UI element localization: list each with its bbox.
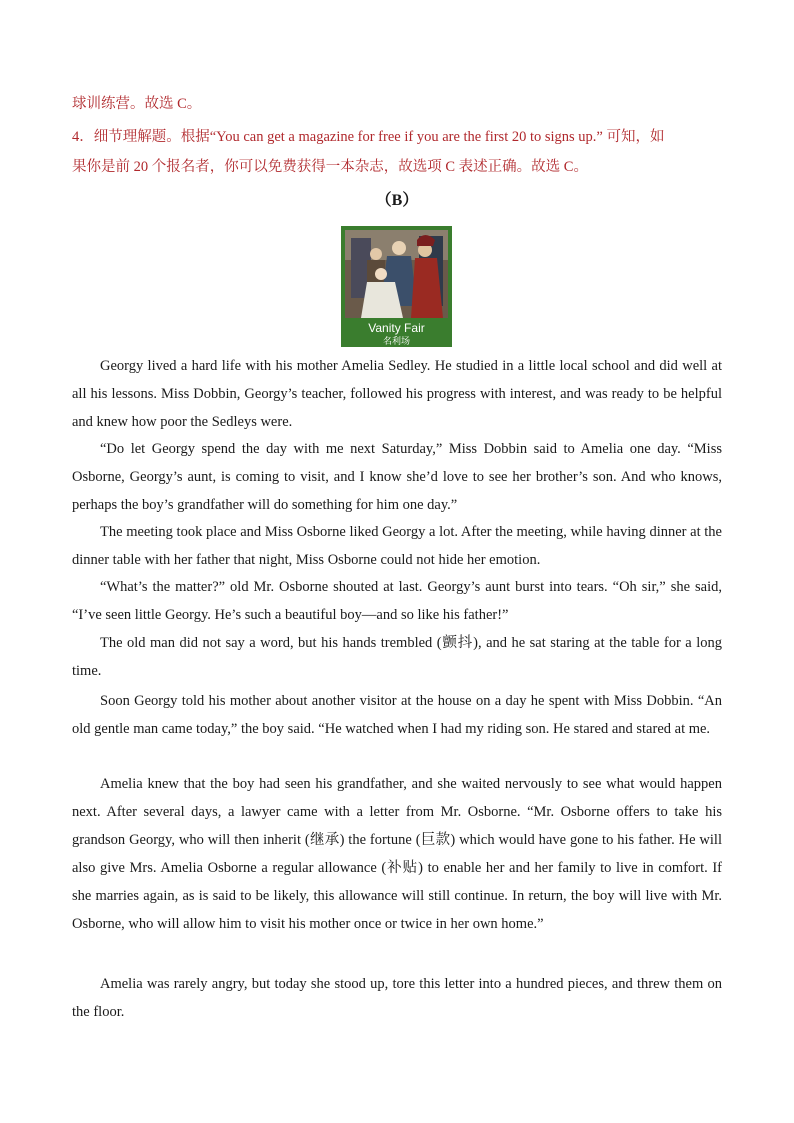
story-paragraph: “What’s the matter?” old Mr. Osborne shouted at last. Georgy’s aunt burst into tears. “Oh sir,” she said, “I’ve seen little Georgy. He’s such a beautiful boy—and so like his father!” (72, 579, 722, 623)
story-paragraph: The meeting took place and Miss Osborne liked Georgy a lot. After the meeting, while having dinner at the dinner table with her father that night, Miss Osborne could not hide her emotion. (72, 524, 722, 568)
book-cover-image (341, 226, 452, 347)
section-title: （B） (375, 192, 419, 209)
cover-title-cn: 名利场 (382, 337, 411, 347)
answer-line-1: 球训练营。故选 C。 (72, 96, 202, 112)
story-paragraph: Soon Georgy told his mother about another visitor at the house on a day he spent with Miss Dobbin. “An old gentle man came today,” the boy said. “He watched when I had my riding son. He stared and stared at me. (72, 693, 722, 737)
story-paragraph: Amelia was rarely angry, but today she stood up, tore this letter into a hundred pieces, and threw them on the floor. (72, 976, 722, 1020)
story-paragraph: The old man did not say a word, but his hands trembled (颤抖), and he sat staring at the table for a long time. (72, 635, 722, 679)
story-paragraph: Amelia knew that the boy had seen his grandfather, and she waited nervously to see what would happen next. After several days, a lawyer came with a letter from Mr. Osborne. “Mr. Osborne offers to take his grandson Georgy, who will then inherit (继承) the fortune (巨款) which would have gone to his father. He will also give Mrs. Amelia Osborne a regular allowance (补贴) to enable her and her family to live in comfort. If she marries again, as is said to be likely, this allowance will still continue. In return, the boy will live with Mr. Osborne, who will allow him to visit his mother once or twice in her own home.” (72, 776, 722, 932)
answer-line-2: 4．细节理解题。根据“You can get a magazine for free if you are the first 20 to signs up.” 可知，如 (72, 129, 665, 145)
cover-title-en: Vanity Fair (368, 321, 425, 335)
story-paragraph: Georgy lived a hard life with his mother Amelia Sedley. He studied in a little local school and did well at all his lessons. Miss Dobbin, Georgy’s teacher, followed his progress with interest, and was ready to be helpful and knew how poor the Sedleys were. (72, 358, 722, 430)
answer-line-3: 果你是前 20 个报名者，你可以免费获得一本杂志，故选项 C 表述正确。故选 C。 (72, 159, 588, 175)
story-paragraph: “Do let Georgy spend the day with me next Saturday,” Miss Dobbin said to Amelia one day. “Miss Osborne, Georgy’s aunt, is coming to visit, and I know she’d love to see her brother’s son. And who knows, perhaps the boy’s grandfather will do something for him one day.” (72, 441, 722, 513)
